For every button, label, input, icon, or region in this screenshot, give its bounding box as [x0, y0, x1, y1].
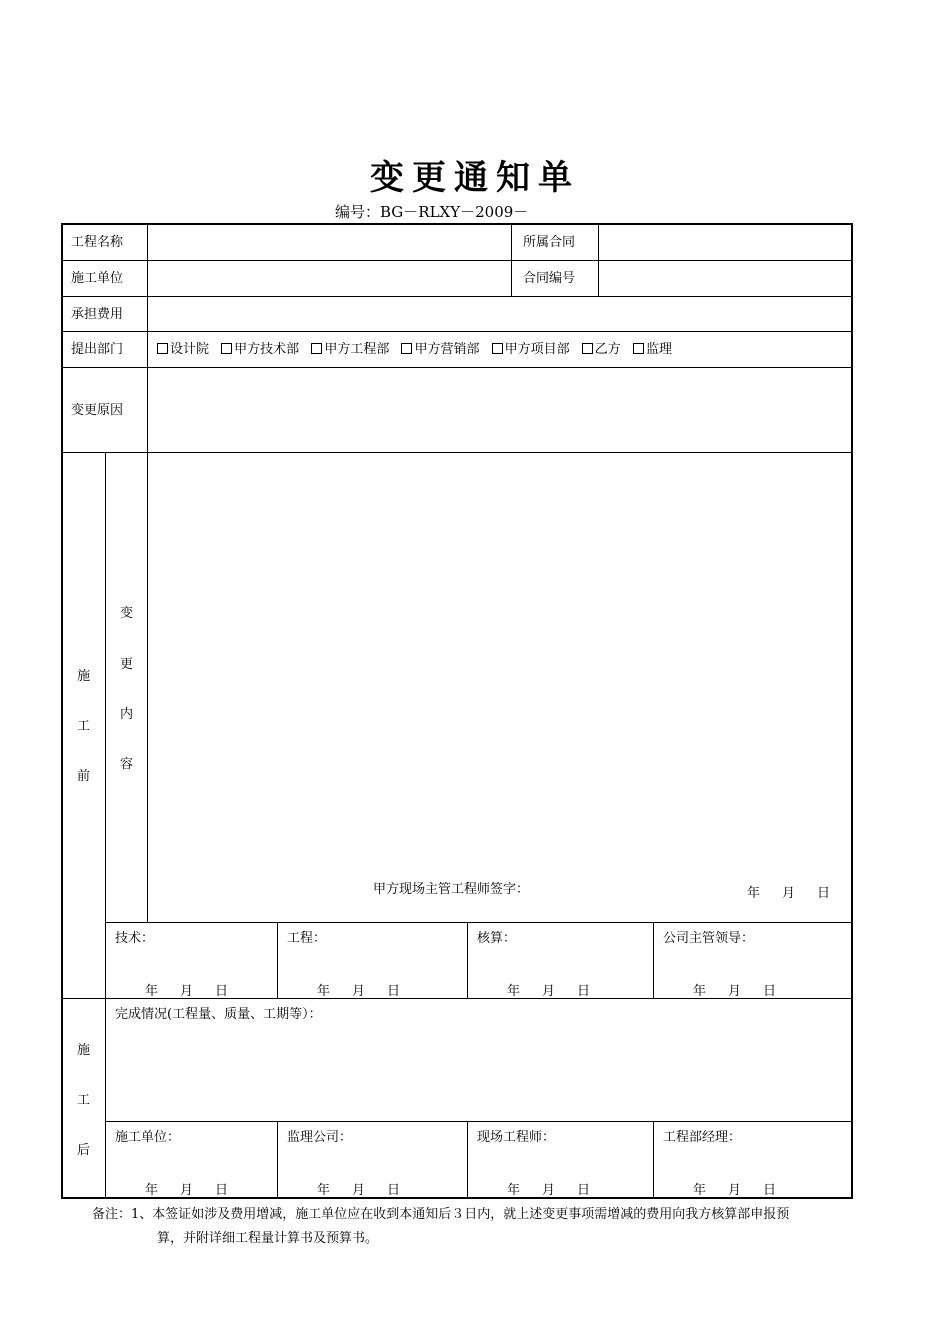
content-char: 更 [120, 657, 134, 672]
dept-option[interactable]: 甲方工程部 [311, 342, 389, 357]
contract-no-label: 合同编号 [523, 271, 576, 286]
cost-bearer-label: 承担费用 [71, 307, 124, 322]
approval-date: 年 月 日 [317, 984, 401, 999]
dept-options [157, 342, 680, 358]
remarks-line: 算，并附详细工程量计算书及预算书。 [157, 1231, 379, 1246]
content-char: 变 [120, 606, 134, 621]
checkbox-icon [582, 343, 593, 354]
approval-date: 年 月 日 [145, 984, 229, 999]
approval-date: 年 月 日 [507, 984, 591, 999]
dept-option[interactable]: 甲方营销部 [401, 342, 479, 357]
after-side-char: 工 [77, 1093, 91, 1108]
signer-supervision: 监理公司： [287, 1130, 353, 1145]
dept-option[interactable]: 监理 [633, 342, 672, 357]
signer-dept-manager: 工程部经理： [663, 1130, 742, 1145]
dept-option[interactable]: 设计院 [157, 342, 209, 357]
signer-site-engineer: 现场工程师： [477, 1130, 556, 1145]
before-side-char: 施 [77, 669, 91, 684]
content-char: 容 [120, 757, 134, 772]
form-title: 变更通知单 [370, 158, 580, 198]
checkbox-icon [221, 343, 232, 354]
signer-date: 年 月 日 [693, 1183, 777, 1198]
after-side-char: 施 [77, 1043, 91, 1058]
form-number: 编号：BG－RLXY－2009－ [335, 203, 529, 221]
content-char: 内 [120, 707, 134, 722]
remarks-line: 备注：1、本签证如涉及费用增减，施工单位应在收到本通知后３日内，就上述变更事项需增减的费用向我方核算部申报预 [92, 1207, 790, 1222]
after-side-char: 后 [77, 1143, 91, 1158]
signer-date: 年 月 日 [145, 1183, 229, 1198]
approval-tech-label: 技术： [115, 931, 155, 946]
engineer-signature-label: 甲方现场主管工程师签字： [373, 882, 530, 897]
contract-no-field[interactable] [600, 261, 850, 295]
proposing-dept-label: 提出部门 [71, 342, 124, 357]
approval-date: 年 月 日 [693, 984, 777, 999]
dept-option[interactable]: 乙方 [582, 342, 621, 357]
sign-date: 年 月 日 [747, 886, 831, 901]
contract-belongs-label: 所属合同 [523, 235, 576, 250]
checkbox-icon [492, 343, 503, 354]
change-notice-form [61, 223, 853, 1199]
approval-leader-label: 公司主管领导： [663, 931, 755, 946]
dept-option[interactable]: 甲方技术部 [221, 342, 299, 357]
before-side-char: 前 [77, 769, 91, 784]
checkbox-icon [311, 343, 322, 354]
signer-construction-unit: 施工单位： [115, 1130, 181, 1145]
cost-bearer-field[interactable] [149, 297, 849, 330]
signer-date: 年 月 日 [317, 1183, 401, 1198]
change-reason-label: 变更原因 [71, 403, 124, 418]
dept-option[interactable]: 甲方项目部 [492, 342, 570, 357]
completion-label: 完成情况(工程量、质量、工期等）： [115, 1007, 322, 1022]
checkbox-icon [157, 343, 168, 354]
approval-engineering-label: 工程： [287, 931, 327, 946]
checkbox-icon [633, 343, 644, 354]
approval-accounting-label: 核算： [477, 931, 517, 946]
construction-unit-field[interactable] [149, 261, 509, 295]
completion-field[interactable] [107, 1025, 849, 1119]
contract-belongs-field[interactable] [600, 225, 850, 259]
checkbox-icon [401, 343, 412, 354]
remarks [92, 1203, 872, 1251]
change-content-field[interactable] [149, 453, 849, 873]
project-name-label: 工程名称 [71, 235, 124, 250]
project-name-field[interactable] [149, 225, 509, 259]
construction-unit-label: 施工单位 [71, 271, 124, 286]
before-side-char: 工 [77, 719, 91, 734]
change-reason-field[interactable] [149, 368, 849, 451]
signer-date: 年 月 日 [507, 1183, 591, 1198]
